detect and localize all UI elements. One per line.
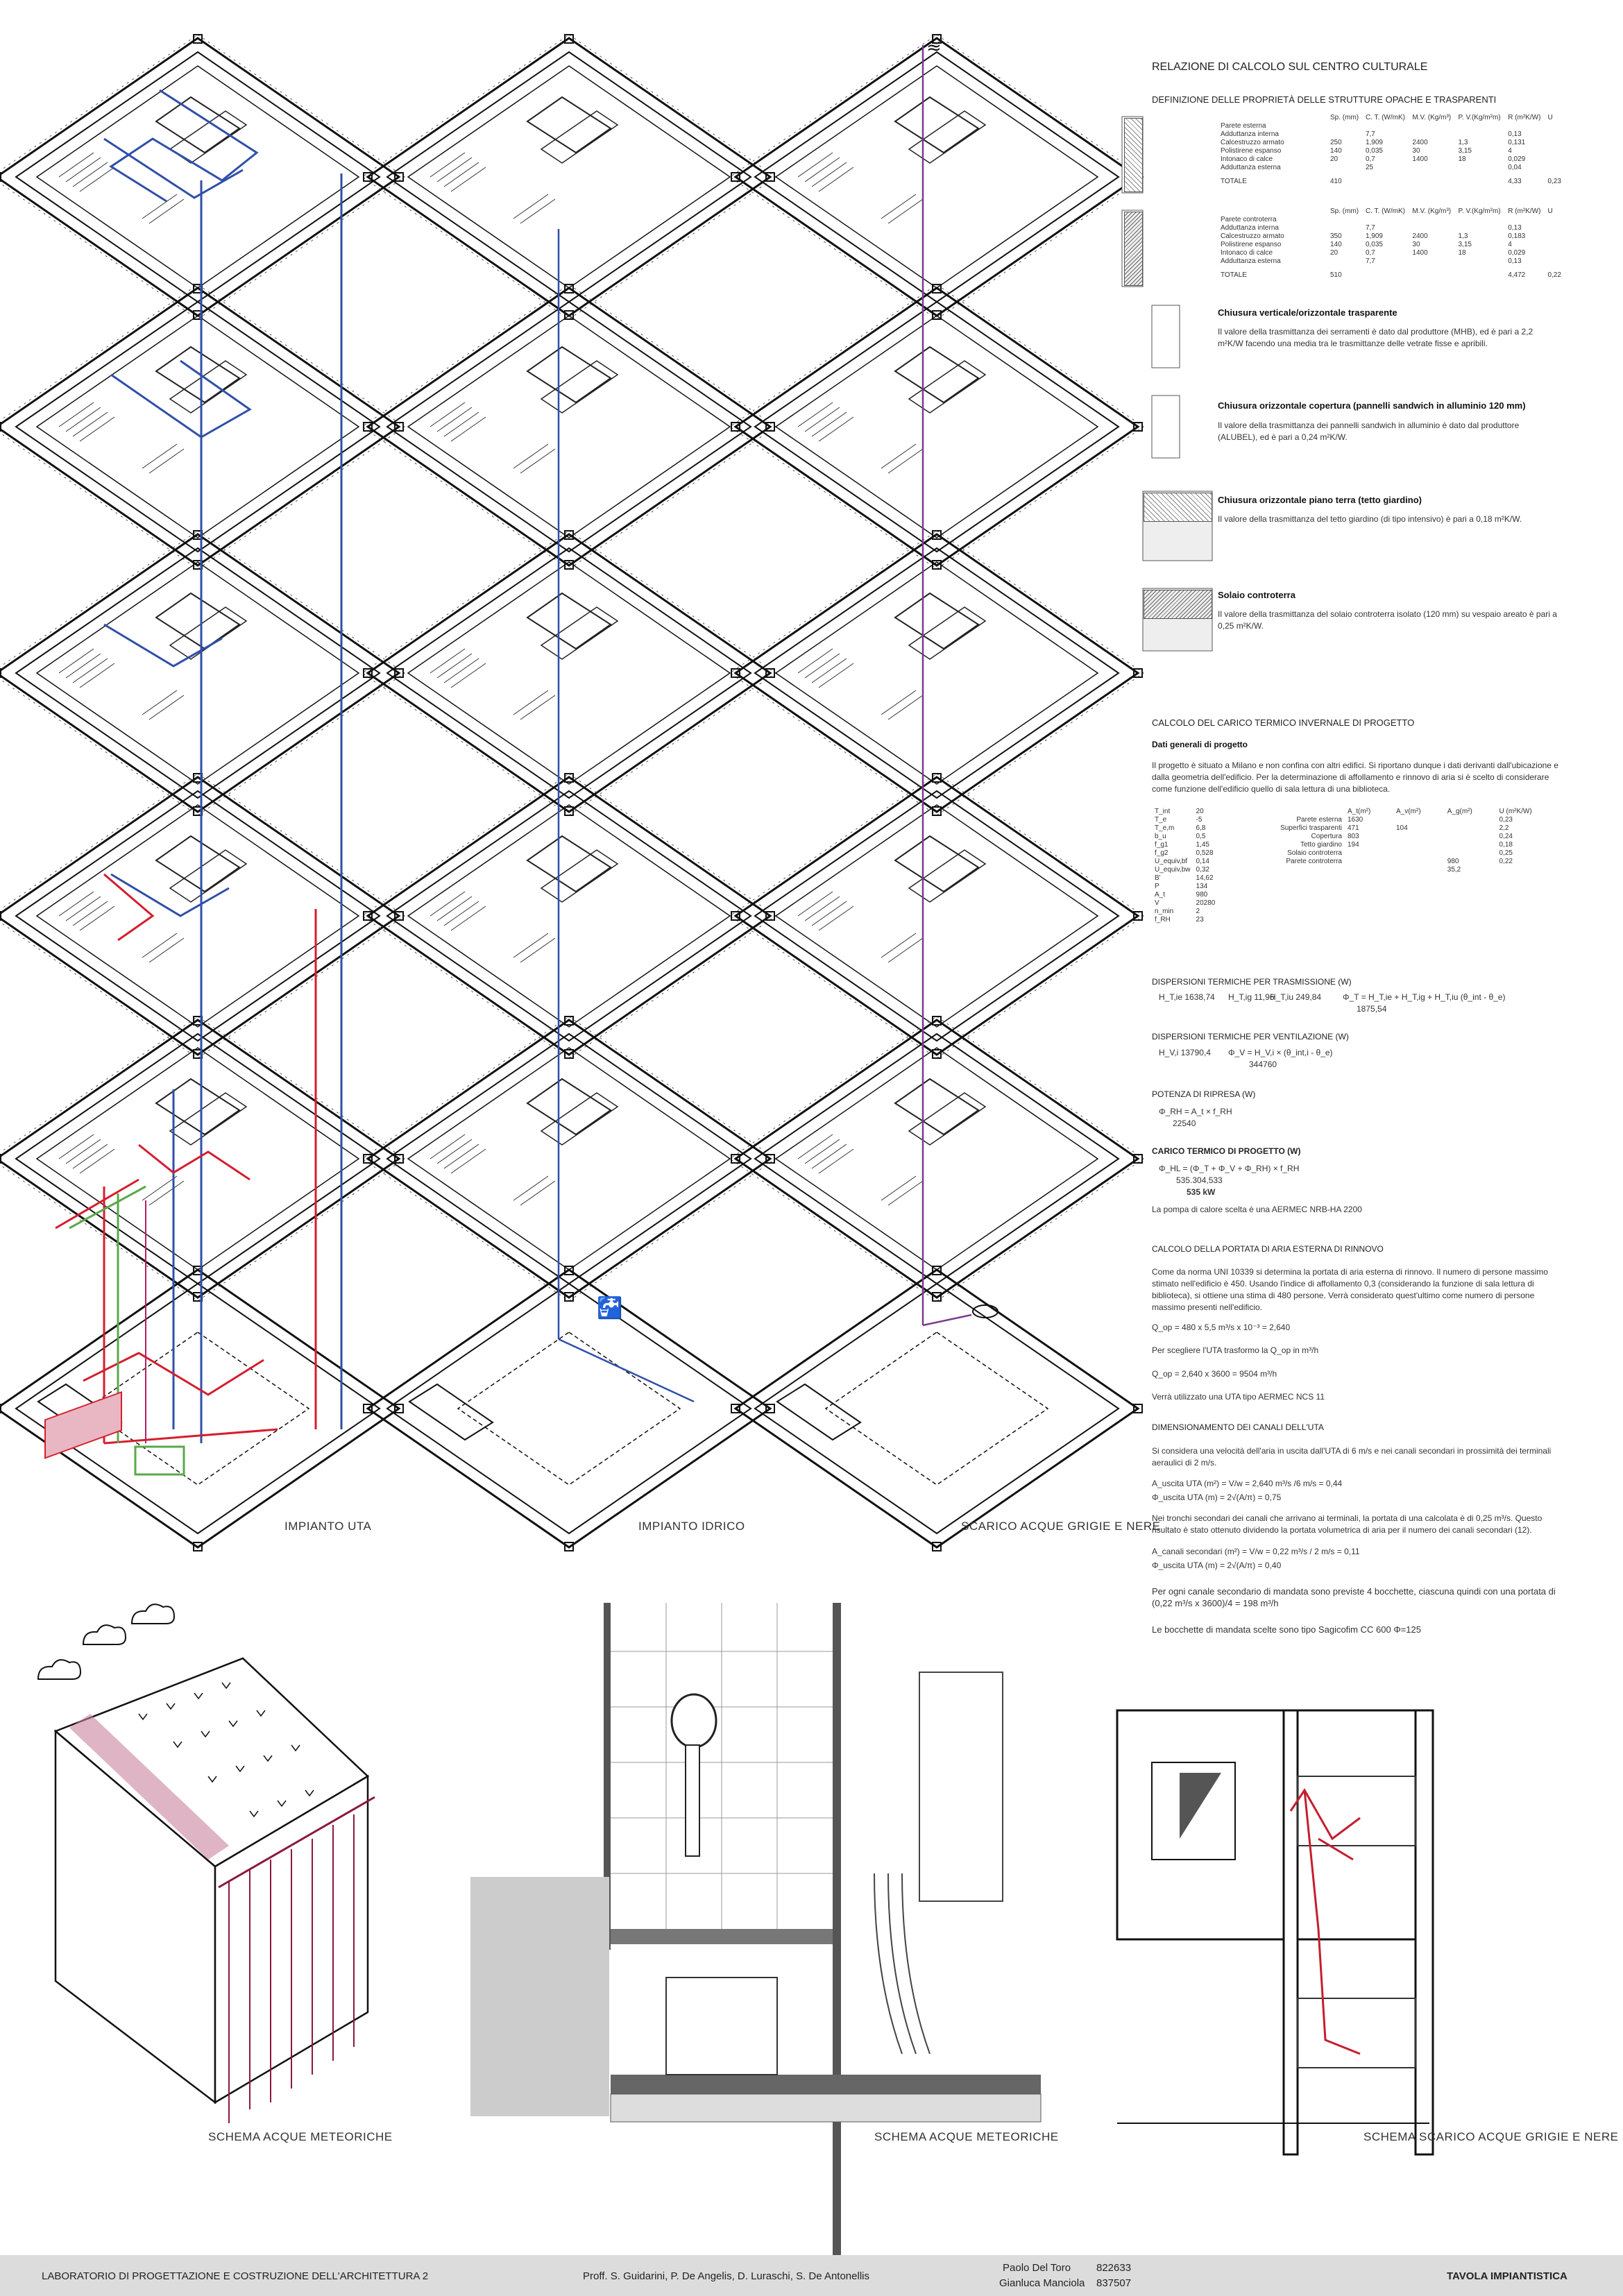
carico-result1: 535.304,533 bbox=[1176, 1175, 1223, 1185]
wall1-table bbox=[1218, 113, 1565, 185]
vent-h: H_V,i 13790,4 bbox=[1159, 1048, 1211, 1057]
swatch-wall1 bbox=[1124, 118, 1143, 192]
trasm-h3: H_T,iu 249,84 bbox=[1270, 992, 1322, 1002]
caption-uta: IMPIANTO UTA bbox=[284, 1520, 372, 1533]
table-row: Solaio controterra 0,25 bbox=[1287, 849, 1513, 857]
canali-f2: Φ_uscita UTA (m) = 2√(A/π) = 0,75 bbox=[1152, 1493, 1282, 1502]
closure4-text: Il valore della trasmittanza del solaio controterra isolato (120 mm) su vespaio areato è pari a 0,25 m²K/W. bbox=[1218, 609, 1557, 631]
th-ct: C. T. (W/mK) bbox=[1365, 113, 1405, 121]
scarico-column bbox=[730, 35, 1144, 1551]
portata-f3: Q_op = 2,640 x 3600 = 9504 m³/h bbox=[1152, 1369, 1277, 1379]
table-row: n_min 2 bbox=[1155, 907, 1200, 915]
trasm-formula: Φ_T = H_T,ie + H_T,ig + H_T,iu (θ_int - θ_e) bbox=[1343, 992, 1506, 1002]
table-total: TOTALE 410 4,33 0,23 bbox=[1221, 177, 1561, 185]
closure2-title: Chiusura orizzontale copertura (pannelli sandwich in alluminio 120 mm) bbox=[1218, 400, 1526, 411]
ripresa-result: 22540 bbox=[1173, 1119, 1196, 1128]
vent-title: DISPERSIONI TERMICHE PER VENTILAZIONE (W) bbox=[1152, 1032, 1349, 1041]
caption-scarico2: SCHEMA SCARICO ACQUE GRIGIE E NERE bbox=[1363, 2130, 1619, 2143]
table-row: Copertura 803 0,24 bbox=[1311, 832, 1513, 840]
swatch-roof-garden bbox=[1144, 493, 1212, 522]
general-data-title: Dati generali di progetto bbox=[1152, 740, 1248, 749]
canali-f3: A_canali secondari (m²) = V/w = 0,22 m³/s / 2 m/s = 0,11 bbox=[1152, 1547, 1360, 1556]
footer-course: LABORATORIO DI PROGETTAZIONE E COSTRUZIONE DELL'ARCHITETTURA 2 bbox=[42, 2270, 429, 2282]
canali-text3: Per ogni canale secondario di mandata sono previste 4 bocchette, ciascuna quindi con una portata di (0,22 m³/s x 3600)/4 = 198 m³/h bbox=[1152, 1586, 1556, 1608]
caption-meteo1: SCHEMA ACQUE METEORICHE bbox=[208, 2130, 393, 2143]
footer-student2: Gianluca Manciola bbox=[999, 2277, 1085, 2289]
caption-meteo2: SCHEMA ACQUE METEORICHE bbox=[874, 2130, 1059, 2143]
section-drawing bbox=[470, 1599, 1041, 2283]
vent-result: 344760 bbox=[1249, 1060, 1277, 1069]
areas-table: A_t(m²) A_v(m²) A_g(m²) U (m²K/W) Parete esterna 1630 0,23 Superfici trasparenti 471 104 2,2 Copertura 803 0,24 Tetto giardino 194 0,18 Solaio controterra 0,25 Parete controterra 980 0,22 35,2 bbox=[1235, 807, 1561, 874]
carico-formula: Φ_HL = (Φ_T + Φ_V + Φ_RH) × f_RH bbox=[1159, 1164, 1300, 1173]
table-row: B' 14,62 bbox=[1155, 874, 1214, 882]
caption-scarico: SCARICO ACQUE GRIGIE E NERE bbox=[961, 1520, 1161, 1533]
section4-title: DIMENSIONAMENTO DEI CANALI DELL'UTA bbox=[1152, 1422, 1324, 1432]
canali-text1: Si considera una velocità dell'aria in uscita dall'UTA di 6 m/s e nei canali secondari in prossimità dei terminali aeraulici di 2 m/s. bbox=[1152, 1446, 1552, 1468]
table-row: P 134 bbox=[1155, 882, 1208, 890]
wall2-table: Sp. (mm) C. T. (W/mK) M.V. (Kg/m³) P. V.(Kg/m²m) R (m²K/W) U Parete controterra Adduttanza interna 7,7 0,13 Calcestruzzo armato 350 1,909 2400 1,3 0,183 Polistirene espanso 140 0,035 30 3,15 4 Intonaco di calce 20 0,7 1400 18 0,029 Adduttanza esterna 7,7 0,13 TOTALE 510 4,472 0,22 bbox=[1218, 207, 1565, 279]
uta-column bbox=[0, 35, 405, 1551]
table-row: T_e -5 bbox=[1155, 815, 1203, 824]
ripresa-formula: Φ_RH = A_t × f_RH bbox=[1159, 1107, 1232, 1116]
idrico-column bbox=[362, 35, 776, 1551]
table-row: f_g2 0,528 bbox=[1155, 849, 1214, 857]
report-title: RELAZIONE DI CALCOLO SUL CENTRO CULTURALE bbox=[1152, 61, 1428, 73]
table-row: Polistirene espanso 140 0,035 30 3,15 4 bbox=[1221, 240, 1512, 248]
table-row: Intonaco di calce 20 0,7 1400 18 0,029 bbox=[1221, 155, 1526, 163]
table-row: Parete esterna bbox=[1221, 121, 1266, 130]
footer-id2: 837507 bbox=[1096, 2277, 1132, 2289]
params-table bbox=[1152, 807, 1218, 924]
canali-text4: Le bocchette di mandata scelte sono tipo Sagicofim CC 600 Φ=125 bbox=[1152, 1624, 1421, 1635]
trasm-h1: H_T,ie 1638,74 bbox=[1159, 992, 1215, 1002]
table-row: Superfici trasparenti 471 104 2,2 bbox=[1280, 824, 1509, 832]
closure1-text: Il valore della trasmittanza dei serramenti è dato dal produttore (MHB), ed è pari a 2,2 m²K/W facendo una media tra le trasmittanze delle vetrate fisse e apribili. bbox=[1218, 327, 1533, 348]
pompa-text: La pompa di calore scelta è una AERMEC NRB-HA 2200 bbox=[1152, 1205, 1362, 1214]
table-row: V 20280 bbox=[1155, 899, 1216, 907]
footer-bar bbox=[0, 2255, 1623, 2296]
table-row: b_u 0,5 bbox=[1155, 832, 1206, 840]
table-row: A_t 980 bbox=[1155, 890, 1208, 899]
table-row: Tetto giardino 194 0,18 bbox=[1300, 840, 1513, 849]
table-row: Parete controterra 980 0,22 bbox=[1286, 857, 1513, 865]
table-row: Parete esterna 1630 0,23 bbox=[1296, 815, 1513, 824]
table-row: U_equiv,bw 0,32 bbox=[1155, 865, 1209, 874]
th-u: U bbox=[1547, 113, 1553, 121]
carico-title: CARICO TERMICO DI PROGETTO (W) bbox=[1152, 1146, 1301, 1156]
footer-id1: 822633 bbox=[1096, 2262, 1132, 2274]
table-row: Parete controterra bbox=[1221, 215, 1277, 223]
table-total: TOTALE 510 4,472 0,22 bbox=[1221, 271, 1561, 279]
table-row: Calcestruzzo armato 350 1,909 2400 1,3 0,183 bbox=[1221, 232, 1526, 240]
canali-f4: Φ_uscita UTA (m) = 2√(A/π) = 0,40 bbox=[1152, 1561, 1282, 1570]
table-row: 35,2 bbox=[1447, 865, 1461, 874]
caption-idrico: IMPIANTO IDRICO bbox=[638, 1520, 745, 1533]
swatch-wall2 bbox=[1124, 212, 1143, 286]
material-swatches bbox=[1122, 117, 1212, 651]
trasm-result: 1875,54 bbox=[1357, 1004, 1387, 1014]
table-row: Polistirene espanso 140 0,035 30 3,15 4 bbox=[1221, 146, 1512, 155]
th-sp: Sp. (mm) bbox=[1330, 113, 1359, 121]
table-row: Adduttanza interna 7,7 0,13 bbox=[1221, 130, 1522, 138]
trasm-title: DISPERSIONI TERMICHE PER TRASMISSIONE (W) bbox=[1152, 977, 1352, 987]
table-row: Calcestruzzo armato 250 1,909 2400 1,3 0,131 bbox=[1221, 138, 1526, 146]
trasm-h2: H_T,ig 11,96 bbox=[1228, 992, 1275, 1002]
closure3-text: Il valore della trasmittanza del tetto giardino (di tipo intensivo) è pari a 0,18 m²K/W. bbox=[1218, 514, 1522, 524]
table-row: f_g1 1,45 bbox=[1155, 840, 1209, 849]
svg-text:🚰: 🚰 bbox=[597, 1297, 623, 1320]
closure2-text: Il valore della trasmittanza dei pannelli sandwich in alluminio è dato dal produttore (ALUBEL), ed è pari a 0,24 m²K/W. bbox=[1218, 420, 1520, 442]
canali-text2: Nei tronchi secondari dei canali che arrivano ai terminali, la portata di una calcolata è di 0,25 m³/s. Questo risultato è stato ottenuto dividendo la portata volumetrica di aria per il numero dei canali secondari (12). bbox=[1152, 1513, 1543, 1535]
section3-title: CALCOLO DELLA PORTATA DI ARIA ESTERNA DI RINNOVO bbox=[1152, 1244, 1384, 1254]
section2-title: CALCOLO DEL CARICO TERMICO INVERNALE DI PROGETTO bbox=[1152, 717, 1415, 728]
table-row: f_RH 23 bbox=[1155, 915, 1204, 924]
ripresa-title: POTENZA DI RIPRESA (W) bbox=[1152, 1089, 1256, 1099]
table-row: Adduttanza esterna 25 0,04 bbox=[1221, 163, 1522, 171]
table-row: T_int 20 bbox=[1155, 807, 1204, 815]
general-text: Il progetto è situato a Milano e non confina con altri edifici. Si riportano dunque i dati derivanti dall'ubicazione e dalla geometria dell'edificio. Per la determinazione di affollamento e rinnovo di aria si è scelto di considerare come funzione dell'edificio quello di sala lettura di una biblioteca. bbox=[1152, 760, 1558, 794]
portata-text: Come da norma UNI 10339 si determina la portata di aria esterna di rinnovo. Il numero di persone massimo stimato nell'edificio è 450. Usando l'indice di affollamento 0,3 (considerando la funzione di sala lettura di biblioteca), si ottiene una stima di 480 persone. Verrà considerato quest'ultimo come numero di persone massimo presenti nell'edificio. bbox=[1152, 1267, 1548, 1312]
closure1-title: Chiusura verticale/orizzontale trasparente bbox=[1218, 307, 1397, 318]
svg-text:≋: ≋ bbox=[926, 35, 942, 56]
table-row: Adduttanza esterna 7,7 0,13 bbox=[1221, 257, 1522, 265]
portata-f2: Per scegliere l'UTA trasformo la Q_op in m³/h bbox=[1152, 1345, 1319, 1355]
th-r: R (m²K/W) bbox=[1508, 113, 1541, 121]
canali-f1: A_uscita UTA (m²) = V/w = 2,640 m³/s /6 m/s = 0,44 bbox=[1152, 1479, 1343, 1488]
rain-schema bbox=[38, 1604, 375, 2123]
portata-f1: Q_op = 480 x 5,5 m³/s x 10⁻³ = 2,640 bbox=[1152, 1323, 1291, 1332]
th-mv: M.V. (Kg/m³) bbox=[1412, 113, 1452, 121]
closure3-title: Chiusura orizzontale piano terra (tetto giardino) bbox=[1218, 495, 1422, 505]
footer-profs: Proff. S. Guidarini, P. De Angelis, D. Luraschi, S. De Antonellis bbox=[583, 2270, 869, 2282]
table-row: Adduttanza interna 7,7 0,13 bbox=[1221, 223, 1522, 232]
table-row: T_e,m 6,8 bbox=[1155, 824, 1206, 832]
plan-drawing bbox=[1117, 1710, 1433, 2154]
table-row: U_equiv,bf 0,14 bbox=[1155, 857, 1209, 865]
swatch-ground-slab bbox=[1144, 590, 1212, 619]
vent-formula: Φ_V = H_V,i × (θ_int,i - θ_e) bbox=[1228, 1048, 1333, 1057]
footer-sheet: TAVOLA IMPIANTISTICA bbox=[1447, 2270, 1567, 2282]
section1-title: DEFINIZIONE DELLE PROPRIETÀ DELLE STRUTTURE OPACHE E TRASPARENTI bbox=[1152, 94, 1497, 105]
portata-f4: Verrà utilizzato una UTA tipo AERMEC NCS 11 bbox=[1152, 1392, 1325, 1402]
carico-result2: 535 kW bbox=[1187, 1187, 1216, 1197]
footer-student1: Paolo Del Toro bbox=[1003, 2262, 1071, 2274]
th-pv: P. V.(Kg/m²m) bbox=[1458, 113, 1501, 121]
closure4-title: Solaio controterra bbox=[1218, 590, 1295, 600]
table-row: Intonaco di calce 20 0,7 1400 18 0,029 bbox=[1221, 248, 1526, 257]
